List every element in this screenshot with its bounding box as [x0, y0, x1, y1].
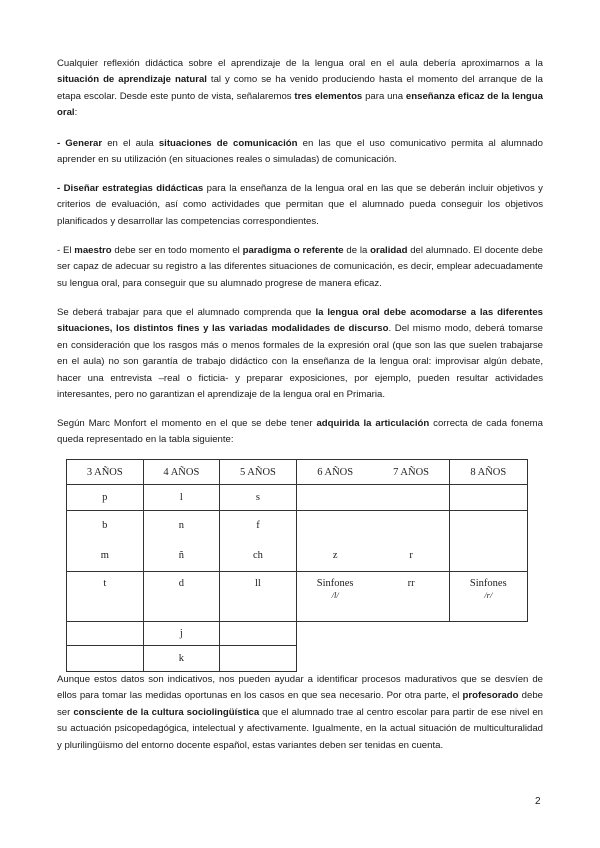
bold-run: maestro [74, 245, 112, 256]
phoneme: /r/ [484, 590, 493, 600]
table-cell [296, 485, 449, 511]
text-run: para la enseñanza de la lengua oral en las que se deberán incluir objetivos y criterios de evaluación, así como actividades que permitan que el alumnado pueda conseguir los objetivos planificados y desarrollar las competencias correspondientes. [57, 183, 543, 227]
text-run: en las que el uso comunicativo permita al alumnado aprender en su utilización (en situaciones reales o simuladas) de comunicación. [57, 138, 543, 166]
bold-run: adquirida la articulación [316, 418, 430, 429]
bold-run: situaciones de comunicación [158, 138, 298, 149]
bold-run: - Diseñar estrategias didácticas [57, 183, 204, 194]
table-cell: ll [220, 572, 297, 622]
table-header-cell: 8 AÑOS [449, 460, 527, 485]
text-run: Se deberá trabajar para que el alumnado comprenda que [57, 307, 316, 318]
table-row [67, 646, 528, 672]
table-cell: l [143, 485, 220, 511]
bold-run: - Generar [57, 138, 103, 149]
table-cell [449, 572, 527, 622]
paragraph-maestro [57, 243, 543, 292]
phoneme: r [409, 550, 413, 561]
paragraph-trabajar [57, 305, 543, 403]
table-cell: p [67, 485, 144, 511]
bold-run: tres elementos [294, 90, 363, 102]
table-row [67, 485, 528, 511]
phoneme-age-table [66, 459, 528, 672]
paragraph-disenar [57, 181, 543, 230]
bold-run: paradigma o referente [242, 245, 344, 256]
text-run: para una [362, 90, 406, 102]
phoneme: z [332, 550, 338, 561]
table-header-row [67, 460, 528, 485]
text-run: debe ser en todo momento el [111, 245, 243, 256]
text-run: : [74, 107, 78, 119]
table-header-cell: 7 AÑOS [374, 460, 450, 485]
paragraph-conclusion [57, 672, 543, 754]
table-cell [67, 511, 144, 572]
text-run: debe ser [57, 690, 543, 718]
table-row [67, 622, 528, 646]
table-header-cell: 5 AÑOS [220, 460, 297, 485]
bold-run: consciente de la cultura sociolingüística [73, 706, 260, 718]
phoneme: f [256, 520, 260, 531]
phoneme: b [102, 520, 108, 531]
text-run: de la [343, 245, 371, 256]
text-run: - El [57, 245, 75, 256]
phoneme: m [100, 550, 109, 561]
text-run: Aunque estos datos son indicativos, nos pueden ayudar a identificar procesos madurativos que se desvíen de ellos para tomar las medidas oportunas en los casos en que sea necesario. Por otra parte, el [57, 674, 543, 702]
phoneme: /l/ [331, 590, 339, 600]
table-cell [296, 572, 373, 622]
table-header-cell: 3 AÑOS [67, 460, 144, 485]
table-cell: d [143, 572, 220, 622]
bold-run: oralidad [370, 245, 408, 256]
table-cell: t [67, 572, 144, 622]
phoneme: Sinfones [469, 578, 507, 589]
table-cell: s [220, 485, 297, 511]
table-cell: j [143, 622, 220, 646]
table-cell [296, 622, 527, 646]
table-cell [449, 485, 527, 511]
table-cell [67, 622, 144, 646]
phoneme: ñ [178, 550, 184, 561]
table-cell: rr [374, 572, 450, 622]
table-cell [67, 646, 144, 672]
paragraph-monfort [57, 416, 543, 449]
bold-run: la lengua oral debe acomodarse a las diferentes situaciones, los distintos fines y las variadas modalidades de discurso [57, 307, 543, 335]
table-row [67, 572, 528, 622]
table-row [67, 511, 528, 572]
table-cell [449, 511, 527, 572]
text-run: . Del mismo modo, deberá tomarse en consideración que los rasgos más o menos formales de la expresión oral (que son las que suelen trabajarse en el aula) no son garantía de trabajo didáctico con la enseñanza de la lengua oral: improvisar algún debate, hacer una entrevista –real o ficticia- y preparar exposiciones, por ejemplo, pueden resultar actividades interesantes, pero no garantizan el aprendizaje de la lengua oral en Primaria. [57, 323, 543, 401]
text-run: Cualquier reflexión didáctica sobre el aprendizaje de la lengua oral en el aula debería aproximarnos a la [57, 58, 543, 69]
text-run: que el alumnado trae al centro escolar para partir de ese nivel en su actuación psicopedagógica, intelectual y afectivamente. Igualmente, en la actual situación de multiculturalidad y plurilingüismo del entorno docente español, estas variantes deben ser tenidas en cuenta. [57, 706, 544, 751]
text-run: tal y como se ha venido produciendo hasta el momento del arranque de la etapa escolar. Desde este punto de vista, señalaremos [57, 74, 543, 102]
phoneme: ch [252, 550, 263, 561]
bold-run: profesorado [462, 690, 519, 702]
table-cell [296, 511, 373, 572]
table-cell [374, 511, 450, 572]
text-run: del alumnado. El docente debe ser capaz de adecuar su registro a las diferentes situaciones de comunicación, es decir, emplear adecuadamente su lengua oral, para conseguir que su alumnado progrese de manera eficaz. [57, 245, 543, 289]
table-cell [220, 511, 297, 572]
paragraph-intro [57, 56, 543, 122]
text-run: en el aula [102, 138, 159, 149]
text-run: correcta de cada fonema queda representado en la tabla siguiente: [57, 418, 543, 446]
paragraph-generar [57, 136, 543, 169]
table-header-cell: 4 AÑOS [143, 460, 220, 485]
bold-run: enseñanza eficaz de la lengua oral [57, 90, 543, 119]
table-cell [296, 646, 527, 672]
page-number: 2 [535, 796, 541, 807]
table-header-cell: 6 AÑOS [296, 460, 373, 485]
table-cell [143, 511, 220, 572]
phoneme: Sinfones [316, 578, 354, 589]
table-cell [220, 622, 297, 646]
bold-run: situación de aprendizaje natural [57, 74, 207, 86]
table-cell [220, 646, 297, 672]
text-run: Según Marc Monfort el momento en el que se debe tener [57, 418, 317, 429]
table-cell: k [143, 646, 220, 672]
phoneme: n [178, 520, 184, 531]
